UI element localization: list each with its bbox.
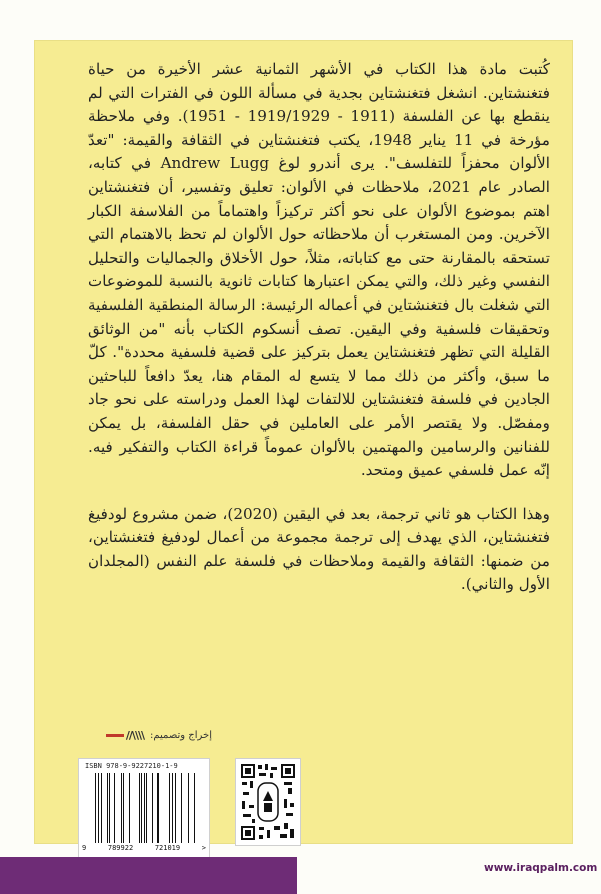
- design-credit: [82, 724, 212, 746]
- qr-code: [235, 758, 301, 846]
- barcode-digit-right: >: [201, 844, 206, 852]
- back-cover: [34, 40, 573, 852]
- blurb-text: [88, 58, 550, 597]
- blurb-paragraph-2: وهذا الكتاب هو ثاني ترجمة، بعد في اليقين (2020)، ضمن مشروع لودفيغ فتغنشتاين، الذي يهدف إلى ترجمة مجموعة من أعمال لودفيغ فتغنشتاين، من ضمنها: الثقافة والقيمة وملاحظات في فلسفة علم النفس (المجلدان الأول والثاني).: [88, 504, 550, 594]
- isbn-number: ISBN 978-9-9227210-1-9: [85, 762, 178, 770]
- design-credit-label: إخراج وتصميم:: [150, 729, 212, 741]
- designer-logo-icon: \\\\//: [106, 729, 144, 742]
- barcode-digit-group-1: 789922: [107, 844, 134, 852]
- barcode-digit-left: 9: [82, 844, 87, 852]
- blurb-paragraph-1: كُتبت مادة هذا الكتاب في الأشهر الثمانية عشر الأخيرة من حياة فتغنشتاين. انشغل فتغنشتاين بجدية في مسألة اللون في الفترات التي لم ينقطع بها عن الفلسفة (1911 - 1919/1929 - 1951). وفي ملاحظة مؤرخة في 11 يناير 1948، يكتب فتغنشتاين في الثقافة والقيمة: "تعدّ الألوان محفزاً للتفلسف". يرى أندرو لوغ Andrew Lugg في كتابه، الصادر عام 2021، ملاحظات في الألوان: تعليق وتفسير، أن فتغنشتاين اهتم بموضوع الألوان على نحو أكثر تركيزاً واهتماماً من الفلاسفة الكبار الآخرين. ومن المستغرب أن ملاحظاته حول الألوان لم تحظ بالاهتمام التي تستحقه بالمقارنة حتى مع كتاباته، مثلاً، حول الأخلاق والجماليات والتحليل النفسي وغير ذلك، والتي يمكن اعتبارها كتابات ثانوية بالنسبة للموضوعات التي شغلت بال فتغنشتاين في أعماله الرئيسة: الرسالة المنطقية الفلسفية وتحقيقات فلسفية وفي اليقين. تصف أنسكوم الكتاب بأنه "من الوثائق القليلة التي تظهر فتغنشتاين يعمل بتركيز على قضية فلسفية محددة". كلّ ما سبق، وأكثر من ذلك مما لا يتسع له المقام هنا، يعدّ دافعاً للباحثين الجادين في فلسفة فتغنشتاين للالتفات لهذا العمل ودراسته على نحو جاد ومفصّل. ولا يقتصر الأمر على العاملين في حقل الفلسفة، بل يمكن للفنانين والرسامين والمهتمين بالألوان عموماً قراءة الكتاب والتفكير فيه. إنّه عمل فلسفي عميق ومتحد.: [88, 60, 550, 480]
- barcode-bars: [89, 773, 201, 843]
- barcode-digit-group-2: 721019: [154, 844, 181, 852]
- qr-code-icon: [240, 763, 296, 841]
- publisher-website-link[interactable]: www.iraqpalm.com: [484, 862, 598, 874]
- footer-band: [0, 857, 297, 894]
- barcode-digits: [82, 844, 206, 852]
- isbn-barcode: [78, 758, 210, 860]
